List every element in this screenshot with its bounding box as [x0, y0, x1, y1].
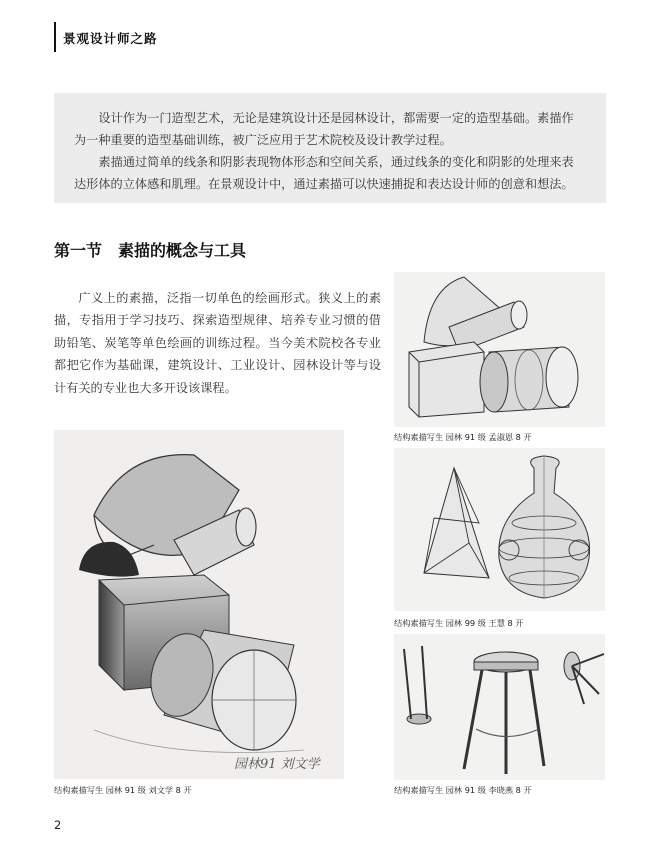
body-paragraph: 广义上的素描，泛指一切单色的绘画形式。狭义上的素描，专指用于学习技巧、探索造型规律、培养专业习惯的借助铅笔、炭笔等单色绘画的训练过程。当今美术院校各专业都把它作为基础课，建筑设计、工业设计、园林设计等与设计有关的专业也大多开设该课程。 — [54, 291, 381, 395]
caption-top-right: 结构素描写生 园林 91 级 孟淑恩 8 开 — [394, 432, 532, 442]
mid-right-sketch-drawing — [394, 448, 605, 611]
bottom-right-sketch-drawing — [394, 634, 605, 780]
section-title: 第一节 素描的概念与工具 — [54, 241, 247, 260]
main-sketch-drawing — [54, 430, 344, 779]
figure-top-right-sketch — [394, 272, 605, 427]
page-number: 2 — [54, 818, 62, 832]
caption-main: 结构素描写生 园林 91 级 刘文学 8 开 — [54, 785, 192, 795]
caption-bottom-right: 结构素描写生 园林 91 级 李晓燕 8 开 — [394, 785, 532, 795]
body-text — [54, 287, 381, 399]
book-title: 景观设计师之路 — [63, 31, 158, 46]
header-rule — [54, 22, 56, 52]
top-right-sketch-drawing — [394, 272, 605, 427]
figure-mid-right-sketch — [394, 448, 605, 611]
intro-paragraph-1: 设计作为一门造型艺术，无论是建筑设计还是园林设计，都需要一定的造型基础。素描作为一种重要的造型基础训练，被广泛应用于艺术院校及设计教学过程。 — [74, 111, 574, 147]
caption-mid-right: 结构素描写生 园林 99 级 王慧 8 开 — [394, 618, 524, 628]
figure-main-sketch — [54, 430, 344, 779]
main-signature: 园林91 刘文学 — [234, 757, 320, 772]
figure-bottom-right-sketch — [394, 634, 605, 780]
intro-box — [54, 93, 606, 203]
intro-paragraph-2: 素描通过简单的线条和阴影表现物体形态和空间关系，通过线条的变化和阴影的处理来表达形体的立体感和肌理。在景观设计中，通过素描可以快速捕捉和表达设计师的创意和想法。 — [74, 155, 574, 191]
